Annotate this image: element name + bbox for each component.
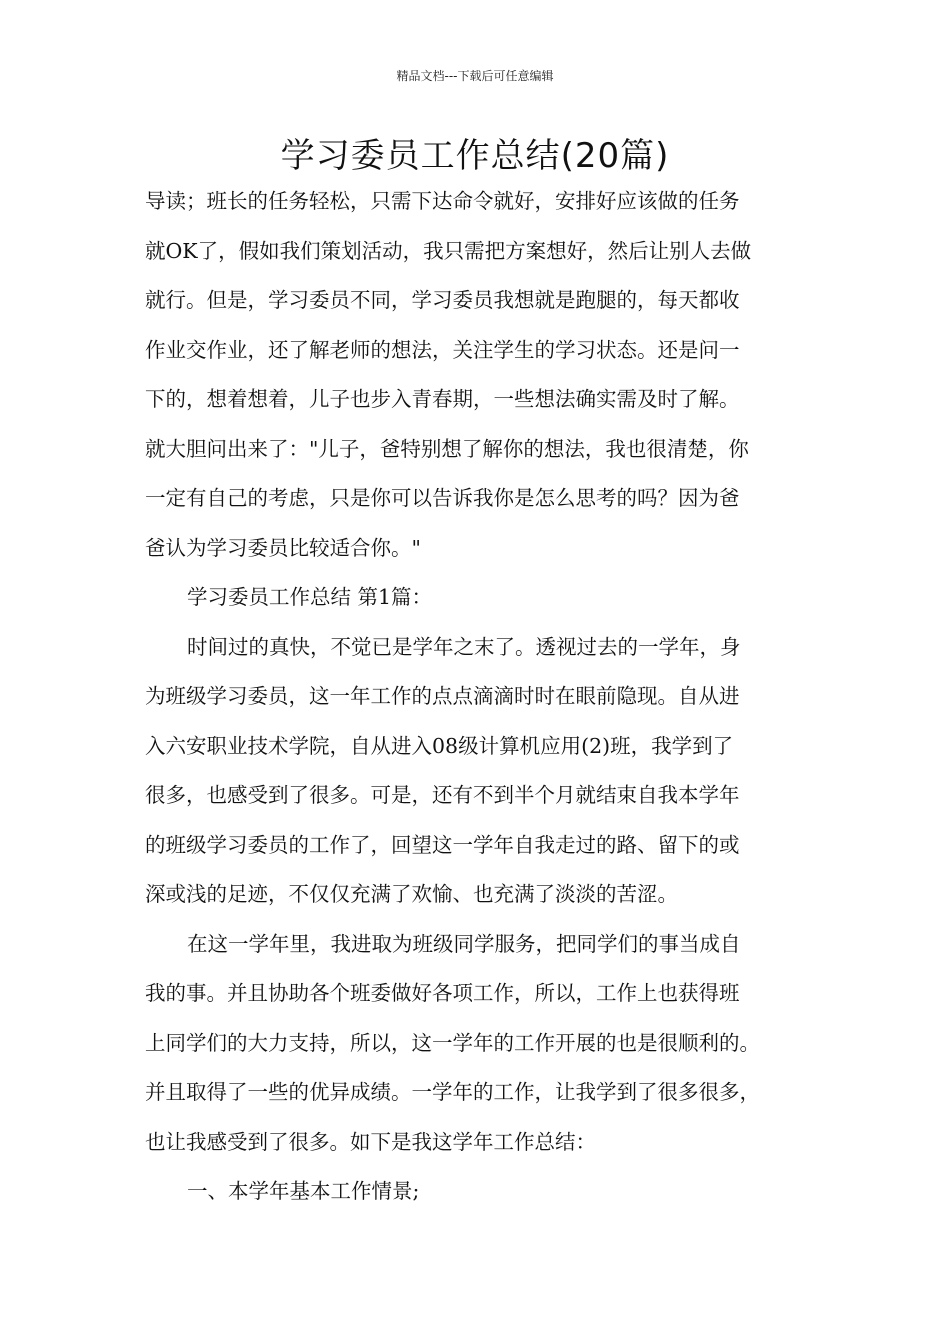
text-line: 并且取得了一些的优异成绩。一学年的工作，让我学到了很多很多，: [145, 1080, 760, 1104]
text-line: 下的，想着想着，儿子也步入青春期，一些想法确实需及时了解。: [145, 387, 740, 411]
header-note: 精品文档---下载后可任意编辑: [396, 69, 554, 83]
text-line: 在这一学年里，我进取为班级同学服务，把同学们的事当成自: [187, 931, 741, 956]
intro-paragraph: [145, 183, 815, 579]
paragraph-1: [145, 629, 815, 926]
text-line: 为班级学习委员，这一年工作的点点滴滴时时在眼前隐现。自从进: [145, 684, 740, 708]
text-line: 导读；班长的任务轻松，只需下达命令就好，安排好应该做的任务: [145, 189, 740, 213]
text-line: 时间过的真快，不觉已是学年之末了。透视过去的一学年，身: [187, 634, 741, 659]
text-line: 就OK了，假如我们策划活动，我只需把方案想好，然后让别人去做: [145, 238, 752, 263]
text-line: 就大胆问出来了："儿子，爸特别想了解你的想法，我也很清楚，你: [145, 436, 749, 461]
document-title: 学习委员工作总结(20篇): [280, 136, 670, 176]
text-line: 爸认为学习委员比较适合你。": [145, 535, 421, 560]
text-line: 就行。但是，学习委员不同，学习委员我想就是跑腿的，每天都收: [145, 288, 740, 312]
text-line: 一定有自己的考虑，只是你可以告诉我你是怎么思考的吗？因为爸: [145, 486, 740, 510]
text-line: 深或浅的足迹，不仅仅充满了欢愉、也充满了淡淡的苦涩。: [145, 882, 678, 906]
section-heading: 学习委员工作总结 第1篇：: [187, 585, 433, 609]
subheading: 一、本学年基本工作情景;: [187, 1179, 420, 1203]
text-line: 的班级学习委员的工作了，回望这一学年自我走过的路、留下的或: [145, 832, 740, 857]
text-line: 也让我感受到了很多。如下是我这学年工作总结：: [145, 1129, 596, 1154]
text-line: 很多，也感受到了很多。可是，还有不到半个月就结束自我本学年: [145, 783, 740, 807]
paragraph-2: [145, 926, 815, 1174]
document-body: [145, 183, 815, 1223]
text-line: 作业交作业，还了解老师的想法，关注学生的学习状态。还是问一: [145, 337, 740, 362]
text-line: 我的事。并且协助各个班委做好各项工作，所以，工作上也获得班: [145, 981, 740, 1005]
text-line: 入六安职业技术学院，自从进入08级计算机应用(2)班，我学到了: [145, 733, 734, 758]
text-line: 上同学们的大力支持，所以，这一学年的工作开展的也是很顺利的。: [145, 1030, 760, 1055]
